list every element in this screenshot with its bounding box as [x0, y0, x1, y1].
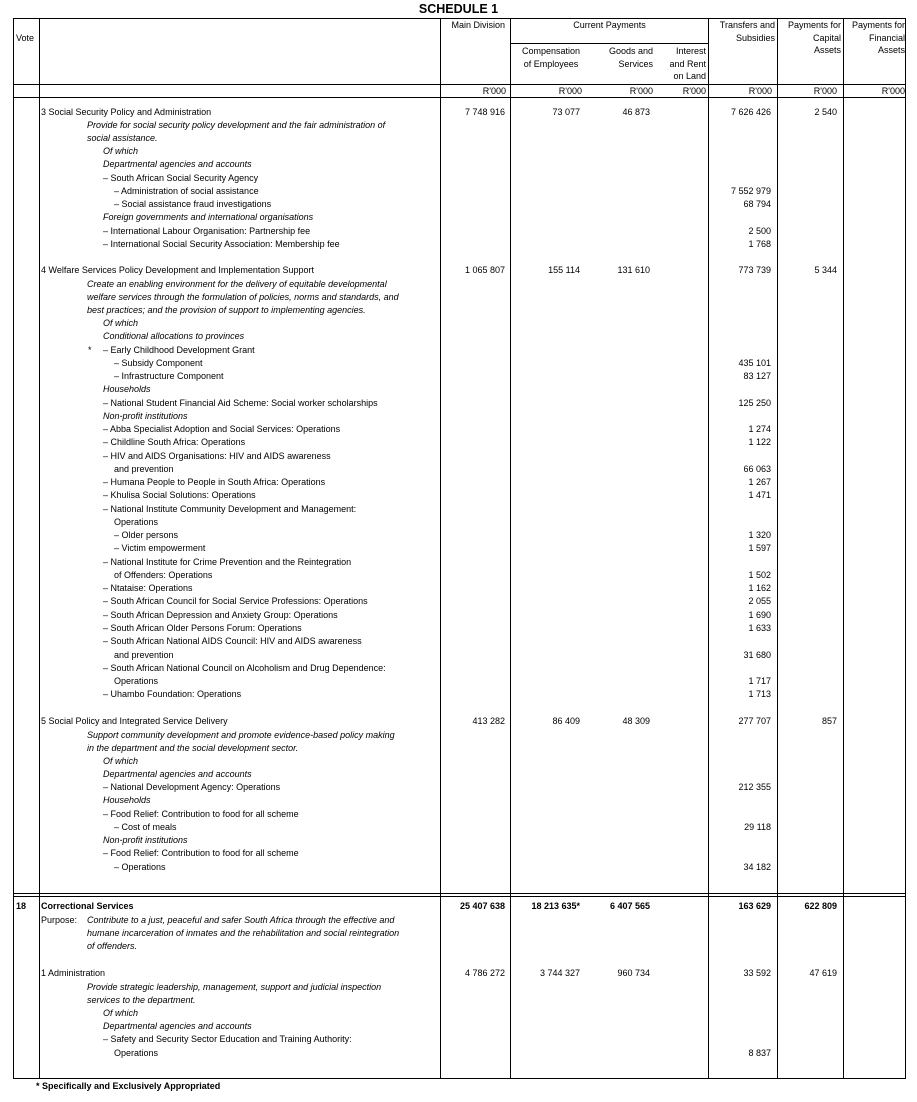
row-label: – National Institute Community Development and Management:: [103, 503, 357, 514]
table-row: [0, 397, 917, 410]
trans-value: 1 690: [748, 609, 771, 620]
main-value: 1 065 807: [464, 265, 505, 275]
table-row: [0, 609, 917, 622]
row-label: – Humana People to People in South Africa: Operations: [103, 477, 326, 487]
star-marker: *: [88, 344, 92, 355]
table-row: [0, 994, 917, 1007]
footnote: * Specifically and Exclusively Appropriated: [36, 1081, 221, 1091]
trans-value: 31 680: [743, 649, 771, 660]
table-row: [0, 357, 917, 370]
trans-value: 1 768: [748, 238, 771, 249]
trans-value: 33 592: [743, 968, 771, 978]
row-label: Provide for social security policy development and the fair administration of: [87, 120, 386, 130]
table-row: [0, 185, 917, 198]
row-label: – National Institute for Crime Prevention and the Reintegration: [103, 556, 352, 567]
table-row: [0, 622, 917, 635]
table-row: [0, 635, 917, 648]
row-label: social assistance.: [87, 133, 158, 143]
table-row: [0, 238, 917, 251]
trans-value: 7 552 979: [730, 185, 771, 196]
main-value: 413 282: [472, 716, 505, 726]
table-row: [0, 1020, 917, 1033]
table-row: [0, 729, 917, 742]
unit-label: R'000: [813, 86, 837, 96]
cap-value: 47 619: [809, 968, 837, 978]
row-label: in the department and the social development sector.: [87, 742, 299, 753]
comp-value: 18 213 635*: [531, 901, 580, 911]
table-row: [0, 529, 917, 542]
unit-label: R'000: [482, 86, 506, 96]
row-label: – Food Relief: Contribution to food for all scheme: [103, 808, 299, 819]
table-row: [0, 198, 917, 211]
row-label: – Subsidy Component: [114, 358, 203, 368]
table-row: [0, 569, 917, 582]
table-row: [0, 225, 917, 238]
table-row: [0, 516, 917, 529]
table-row: [0, 370, 917, 383]
comp-value: 86 409: [552, 716, 580, 726]
goods-value: 48 309: [622, 716, 650, 726]
unit-label: R'000: [748, 86, 772, 96]
row-label: – South African Social Security Agency: [103, 172, 259, 183]
row-label: Departmental agencies and accounts: [103, 1021, 252, 1031]
row-label: – South African National AIDS Council: HIV and AIDS awareness: [103, 636, 362, 646]
trans-value: 2 500: [748, 225, 771, 236]
table-row: [0, 582, 917, 595]
row-label: Departmental agencies and accounts: [103, 159, 252, 169]
table-row: [0, 344, 917, 357]
main-division-header: Main Division: [451, 20, 505, 30]
row-label: – Social assistance fraud investigations: [114, 199, 272, 209]
trans-value: 435 101: [738, 358, 771, 368]
trans-value: 83 127: [743, 371, 771, 381]
table-row: [0, 542, 917, 555]
row-label: Operations: [114, 1047, 159, 1058]
row-label: 5 Social Policy and Integrated Service Delivery: [41, 716, 228, 726]
table-row: [0, 383, 917, 396]
row-label: Create an enabling environment for the delivery of equitable developmental: [87, 278, 387, 289]
row-label: – South African Older Persons Forum: Operations: [103, 623, 302, 633]
trans-value: 212 355: [738, 782, 771, 792]
unit-label: R'000: [558, 86, 582, 96]
table-row: [0, 556, 917, 569]
row-label: – Abba Specialist Adoption and Social Services: Operations: [103, 424, 341, 434]
trans-value: 1 633: [748, 623, 771, 633]
table-row: [0, 132, 917, 145]
row-label: best practices; and the provision of support to implementing agencies.: [87, 305, 366, 315]
row-label: – Khulisa Social Solutions: Operations: [103, 490, 256, 500]
table-row: [0, 503, 917, 516]
row-label: – Early Childhood Development Grant: [103, 344, 255, 355]
main-value: 7 748 916: [464, 106, 505, 117]
row-label: – National Development Agency: Operations: [103, 782, 281, 792]
table-row: [0, 662, 917, 675]
financial-assets-header: Payments for Financial Assets: [851, 20, 905, 55]
table-row: [0, 410, 917, 423]
trans-value: 773 739: [738, 265, 771, 275]
table-row: [0, 688, 917, 701]
row-label: Operations: [114, 517, 159, 527]
row-label: – Operations: [114, 861, 166, 872]
row-label: – Cost of meals: [114, 822, 177, 832]
table-row: [0, 211, 917, 224]
trans-value: 125 250: [738, 397, 771, 408]
table-row: [0, 981, 917, 994]
unit-label: R'000: [629, 86, 653, 96]
trans-value: 1 713: [748, 689, 771, 699]
trans-value: 277 707: [738, 716, 771, 726]
trans-value: 163 629: [738, 901, 771, 911]
schedule-title: SCHEDULE 1: [418, 2, 499, 16]
row-label: Correctional Services: [41, 901, 134, 911]
table-row: [0, 119, 917, 132]
goods-value: 6 407 565: [609, 901, 650, 911]
row-label: Provide strategic leadership, management, support and judicial inspection: [87, 981, 382, 992]
table-row: [0, 794, 917, 807]
main-value: 4 786 272: [464, 968, 505, 978]
row-label: humane incarceration of inmates and the rehabilitation and social reintegration: [87, 928, 400, 938]
unit-label: R'000: [881, 86, 905, 96]
table-row: [0, 436, 917, 449]
table-row: [0, 940, 917, 953]
capital-assets-header: Payments for Capital Assets: [787, 20, 841, 55]
table-row: [0, 847, 917, 860]
row-label: – South African Council for Social Service Professions: Operations: [103, 596, 368, 606]
row-label: 3 Social Security Policy and Administration: [41, 106, 212, 117]
current-payments-header: Current Payments: [573, 20, 646, 30]
trans-value: 1 471: [748, 490, 771, 500]
table-row: [0, 463, 917, 476]
trans-value: 1 122: [748, 437, 771, 447]
row-label: Of which: [103, 755, 139, 766]
comp-value: 3 744 327: [539, 968, 580, 978]
trans-value: 1 274: [748, 424, 771, 434]
cap-value: 5 344: [814, 265, 837, 275]
row-label: Non-profit institutions: [103, 835, 188, 845]
row-label: – Victim empowerment: [114, 543, 206, 553]
table-row: [0, 476, 917, 489]
row-label: – Administration of social assistance: [114, 185, 259, 196]
trans-value: 1 717: [748, 676, 771, 686]
row-label: – National Student Financial Aid Scheme: Social worker scholarships: [103, 397, 378, 408]
row-label: – Food Relief: Contribution to food for all scheme: [103, 848, 299, 858]
table-row: [0, 914, 917, 927]
table-row: [0, 489, 917, 502]
unit-label: R'000: [682, 86, 706, 96]
vote-header: Vote: [16, 33, 35, 43]
table-row: [0, 768, 917, 781]
row-label: Of which: [103, 318, 139, 328]
table-row: [0, 755, 917, 768]
header-sub-line: [511, 43, 708, 44]
cap-value: 622 809: [804, 901, 837, 911]
row-label: and prevention: [114, 464, 174, 474]
trans-value: 1 320: [748, 530, 771, 540]
table-row: [0, 264, 917, 277]
row-label: – Uhambo Foundation: Operations: [103, 689, 242, 699]
row-label: Departmental agencies and accounts: [103, 769, 252, 779]
trans-value: 68 794: [743, 199, 771, 209]
table-row: [0, 106, 917, 119]
compensation-header: Compensation of Employees: [521, 46, 581, 69]
vote-separator-line: [13, 893, 906, 894]
table-row: [0, 967, 917, 980]
row-label: Non-profit institutions: [103, 411, 188, 421]
table-row: [0, 675, 917, 688]
comp-value: 155 114: [548, 265, 580, 275]
table-row: [0, 317, 917, 330]
row-label: Support community development and promote evidence-based policy making: [87, 729, 395, 740]
table-row: [0, 291, 917, 304]
row-label: welfare services through the formulation of policies, norms and standards, and: [87, 291, 399, 302]
goods-value: 960 734: [617, 968, 650, 978]
row-label: Households: [103, 384, 151, 394]
row-label: Of which: [103, 146, 139, 156]
table-row: [0, 158, 917, 171]
row-label: 1 Administration: [41, 968, 106, 978]
row-label: – South African Depression and Anxiety Group: Operations: [103, 609, 338, 620]
table-row: [0, 821, 917, 834]
row-label: – Safety and Security Sector Education and Training Authority:: [103, 1034, 352, 1044]
row-label: – HIV and AIDS Organisations: HIV and AIDS awareness: [103, 450, 331, 461]
trans-value: 34 182: [743, 861, 771, 872]
row-label: – South African National Council on Alcoholism and Drug Dependence:: [103, 663, 386, 673]
table-row: [0, 278, 917, 291]
table-row: [0, 423, 917, 436]
table-row: [0, 330, 917, 343]
table-row: [0, 1007, 917, 1020]
cap-value: 857: [821, 716, 837, 726]
row-label: – Ntataise: Operations: [103, 583, 193, 593]
table-row: [0, 834, 917, 847]
row-label: Households: [103, 795, 151, 805]
trans-value: 8 837: [748, 1047, 771, 1058]
trans-value: 29 118: [744, 822, 771, 832]
table-row: [0, 304, 917, 317]
goods-value: 46 873: [622, 106, 650, 117]
row-label: – Infrastructure Component: [114, 371, 224, 381]
table-row: [0, 145, 917, 158]
table-row: [0, 649, 917, 662]
vote-separator-line: [13, 896, 906, 897]
row-label: services to the department.: [87, 994, 196, 1005]
main-value: 25 407 638: [459, 901, 505, 911]
trans-value: 1 502: [748, 570, 771, 580]
row-label: – International Labour Organisation: Partnership fee: [103, 225, 311, 236]
trans-value: 1 267: [748, 477, 771, 487]
row-label: Operations: [114, 676, 159, 686]
table-row: [0, 450, 917, 463]
row-label: – Childline South Africa: Operations: [103, 437, 246, 447]
goods-services-header: Goods and Services: [608, 46, 653, 69]
table-row: [0, 927, 917, 940]
table-row: [0, 172, 917, 185]
table-row: [0, 781, 917, 794]
row-label: Conditional allocations to provinces: [103, 331, 245, 341]
trans-value: 2 055: [748, 596, 771, 606]
row-label: Contribute to a just, peaceful and safer South Africa through the effective and: [87, 914, 395, 925]
transfers-header: Transfers and Subsidies: [719, 20, 775, 43]
table-row: [0, 1047, 917, 1060]
trans-value: 1 597: [748, 543, 771, 553]
table-row: [0, 861, 917, 874]
comp-value: 73 077: [552, 106, 580, 117]
trans-value: 7 626 426: [730, 106, 771, 117]
row-label: 4 Welfare Services Policy Development and Implementation Support: [41, 265, 314, 275]
goods-value: 131 610: [617, 265, 650, 275]
row-label: – International Social Security Association: Membership fee: [103, 238, 340, 249]
trans-value: 1 162: [748, 583, 771, 593]
purpose-label: Purpose:: [41, 914, 78, 925]
vote-number: 18: [16, 901, 27, 911]
row-label: Of which: [103, 1007, 139, 1018]
table-row: [0, 1033, 917, 1046]
row-label: of offenders.: [87, 941, 138, 951]
row-label: and prevention: [114, 649, 174, 660]
interest-rent-header: Interest and Rent on Land: [669, 46, 706, 81]
row-label: Foreign governments and international organisations: [103, 212, 314, 222]
table-row: [0, 900, 917, 913]
table-row: [0, 808, 917, 821]
cap-value: 2 540: [814, 106, 837, 117]
trans-value: 66 063: [743, 464, 771, 474]
row-label: of Offenders: Operations: [114, 570, 213, 580]
table-row: [0, 595, 917, 608]
table-row: [0, 715, 917, 728]
table-row: [0, 742, 917, 755]
row-label: – Older persons: [114, 530, 179, 540]
